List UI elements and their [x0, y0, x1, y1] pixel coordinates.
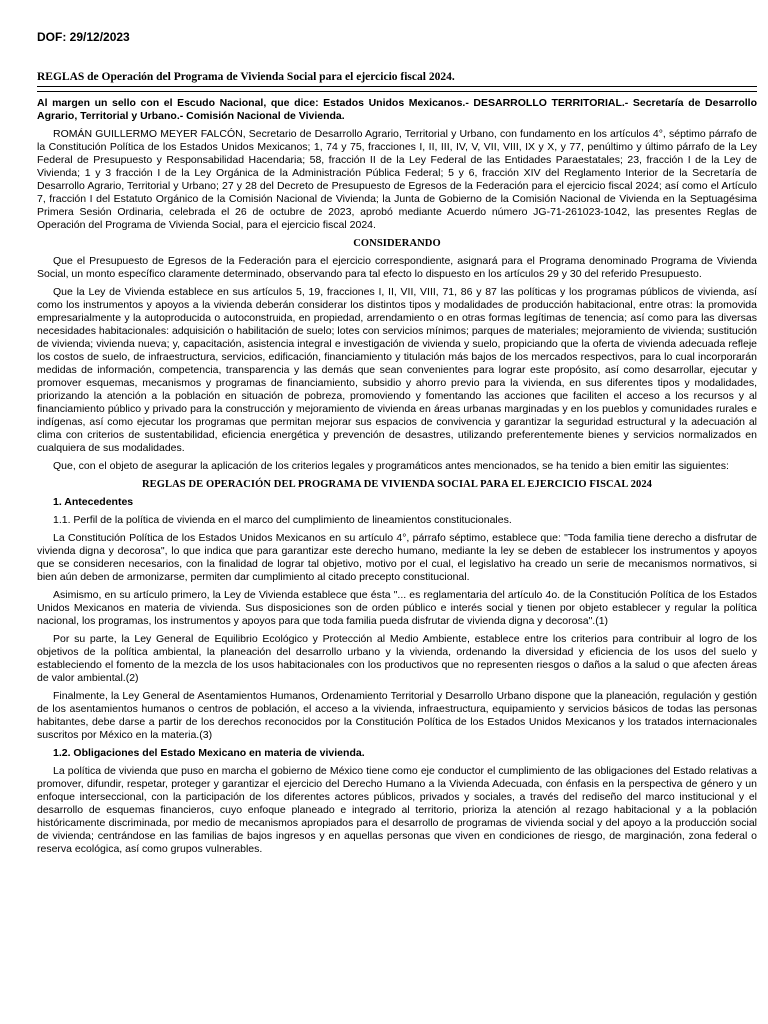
- section-1-heading: 1. Antecedentes: [53, 496, 134, 508]
- preamble-paragraph: ROMÁN GUILLERMO MEYER FALCÓN, Secretario de Desarrollo Agrario, Territorial y Urbano, con fundamento en los artículos 4°, séptimo párrafo de la Constitución Política de los Estados Unidos Mexicanos; 1, 74 y 75, fracciones I, II, III, IV, V, VII, VIII, IX y X, y 77, penúltimo y último párrafo de la Ley Federal de Presupuesto y Responsabilidad Hacendaria; 58, fracción II de la Ley Federal de las Entidades Paraestatales; 23, fracción I de la Ley de Vivienda; 1 y 3 fracción I de la Ley Orgánica de la Administración Pública Federal; 5 y 6, fracción XIV del Reglamento Interior de la Secretaría de Desarrollo Agrario, Territorial y Urbano; 27 y 28 del Decreto de Presupuesto de Egresos de la Federación para el ejercicio fiscal 2024; así como el Artículo 7, fracción I del Estatuto Orgánico de la Comisión Nacional de Vivienda; la Junta de Gobierno de la Comisión Nacional de Vivienda en la Septuagésima Primera Sesión Ordinaria, celebrada el 26 de octubre de 2023, aprobó mediante Acuerdo número JG-71-261023-1042, las presentes Reglas de Operación del Programa de Vivienda Social, para el ejercicio fiscal 2024.: [37, 128, 757, 231]
- title-rule-thin: [37, 91, 757, 92]
- rules-heading: REGLAS DE OPERACIÓN DEL PROGRAMA DE VIVIENDA SOCIAL PARA EL EJERCICIO FISCAL 2024: [141, 479, 653, 490]
- document-body: [37, 97, 757, 861]
- paragraph-ley-vivienda: Asimismo, en su artículo primero, la Ley de Vivienda establece que ésta "... es reglamentaria del artículo 4o. de la Constitución Política de los Estados Unidos Mexicanos en materia de vivienda. Sus disposiciones son de orden público e interés social y tienen por objeto establecer y regular la política nacional, los programas, los instrumentos y apoyos para que toda familia pueda disfrutar de vivienda digna y decorosa".(1): [37, 589, 757, 627]
- considerando-paragraph-2: Que la Ley de Vivienda establece en sus artículos 5, 19, fracciones I, II, VII, VIII, 71, 86 y 87 las políticas y los programas públicos de vivienda, así como los instrumentos y apoyos a la vivienda deberán considerar los distintos tipos y modalidades de producción habitacional, entre otras: la promovida empresarialmente y la autoproducida o autoconstruida, en propiedad, arrendamiento o en otras formas legítimas de tenencia; así como para las diversas necesidades habitacionales: adquisición o habilitación de suelo; lotes con servicios mínimos; parques de materiales; mejoramiento de vivienda; sustitución de vivienda; vivienda nueva; y, capacitación, asistencia integral e investigación de vivienda y suelo, propiciando que la oferta de vivienda adecuada refleje los costos de suelo, de infraestructura, servicios, edificación, financiamiento y titulación más bajos de los mercados respectivos, para lo cual incorporarán medidas de información, competencia, transparencia y las demás que sean convenientes para lograr este propósito, así como desarrollar, ejecutar y promover esquemas, mecanismos y programas de financiamiento, subsidio y ahorro previo para la vivienda, en sus diferentes tipos y modalidades, priorizando la atención a la población en situación de pobreza, promoviendo y fomentando las acciones que faciliten el acceso a los recursos y al financiamiento público y privado para la construcción y mejoramiento de vivienda en áreas urbanas marginadas y en los pueblos y comunidades rurales e indígenas, así como ejecutar los programas que permitan mejorar sus espacios de convivencia y garantizar la seguridad estructural y la adecuación al clima con criterios de sustentabilidad, eficiencia energética y prevención de desastres, utilizando preferentemente bienes y servicios normalizados en cualquiera de sus modalidades.: [37, 286, 757, 454]
- paragraph-politica-vivienda: La política de vivienda que puso en marcha el gobierno de México tiene como eje conductor el cumplimiento de las obligaciones del Estado relativas a promover, difundir, respetar, proteger y garantizar el ejercicio del Derecho Humano a la Vivienda Adecuada, con énfasis en la perspectiva de género y un enfoque interseccional, con la participación de los diferentes actores públicos, privados y sociales, a través del rediseño del marco institucional y el desarrollo de esquemas financieros, cuyo enfoque planeado e integrado al territorio, prioriza la atención al rezago habitacional y a la población históricamente discriminada, por medio de mecanismos apropiados para el desarrollo de programas de vivienda social y del apoyo a la producción social de vivienda; centrándose en las familias de bajos ingresos y en aquellas personas que viven en condiciones de riesgo, de marginación, zona federal o reserva ecológica, así como grupos vulnerables.: [37, 765, 757, 855]
- document-title: REGLAS de Operación del Programa de Vivienda Social para el ejercicio fiscal 2024.: [37, 71, 455, 83]
- title-rule-thick: [37, 86, 757, 87]
- margin-note: Al margen un sello con el Escudo Nacional, que dice: Estados Unidos Mexicanos.- DESARROLLO TERRITORIAL.- Secretaría de Desarrollo Agrario, Territorial y Urbano.- Comisión Nacional de Vivienda.: [37, 97, 757, 122]
- paragraph-lgahotdu: Finalmente, la Ley General de Asentamientos Humanos, Ordenamiento Territorial y Desarrollo Urbano dispone que la planeación, regulación y gestión de los asentamientos humanos o centros de población, el acceso a la vivienda, infraestructura, equipamiento y servicios básicos de todas las personas habitantes, debe darse a partir de los derechos reconocidos por la Constitución Política de los Estados Unidos Mexicanos y los tratados internacionales suscritos por México en la materia.(3): [37, 690, 757, 741]
- document-page: [37, 0, 757, 1024]
- considerando-paragraph-1: Que el Presupuesto de Egresos de la Federación para el ejercicio correspondiente, asignará para el Programa denominado Programa de Vivienda Social, un monto específico claramente determinado, observando para tal efecto lo dispuesto en los artículos 29 y 30 del referido Presupuesto.: [37, 255, 757, 280]
- paragraph-constitution: La Constitución Política de los Estados Unidos Mexicanos en su artículo 4°, párrafo séptimo, establece que: "Toda familia tiene derecho a disfrutar de vivienda digna y decorosa", lo que indica que para garantizar este derecho humano, mediante la ley se deben de establecer los instrumentos y apoyos que se consideren necesarios, con la finalidad de lograr tal objetivo, motivo por el cual, el legislativo ha creado un serie de mecanismos normativos, si bien aún deben de armonizarse, permiten dar cumplimiento al citado precepto constitucional.: [37, 532, 757, 583]
- considerando-paragraph-3: Que, con el objeto de asegurar la aplicación de los criterios legales y programáticos antes mencionados, se ha tenido a bien emitir las siguientes:: [53, 460, 729, 472]
- dof-date: DOF: 29/12/2023: [37, 30, 130, 44]
- considerando-heading: CONSIDERANDO: [353, 238, 441, 249]
- paragraph-lgeepa: Por su parte, la Ley General de Equilibrio Ecológico y Protección al Medio Ambiente, establece entre los criterios para contribuir al logro de los objetivos de la política ambiental, la planeación del desarrollo urbano y la vivienda, ordenando la diversidad y eficiencia de los usos del suelo y estableciendo el fomento de la mezcla de los usos habitacionales con los productivos que no representen riesgos o daños a la salud o que afecten áreas de valor ambiental.(2): [37, 633, 757, 684]
- section-1-2-heading: 1.2. Obligaciones del Estado Mexicano en materia de vivienda.: [53, 747, 365, 759]
- section-1-1-heading: 1.1. Perfil de la política de vivienda en el marco del cumplimiento de lineamientos constitucionales.: [53, 514, 512, 526]
